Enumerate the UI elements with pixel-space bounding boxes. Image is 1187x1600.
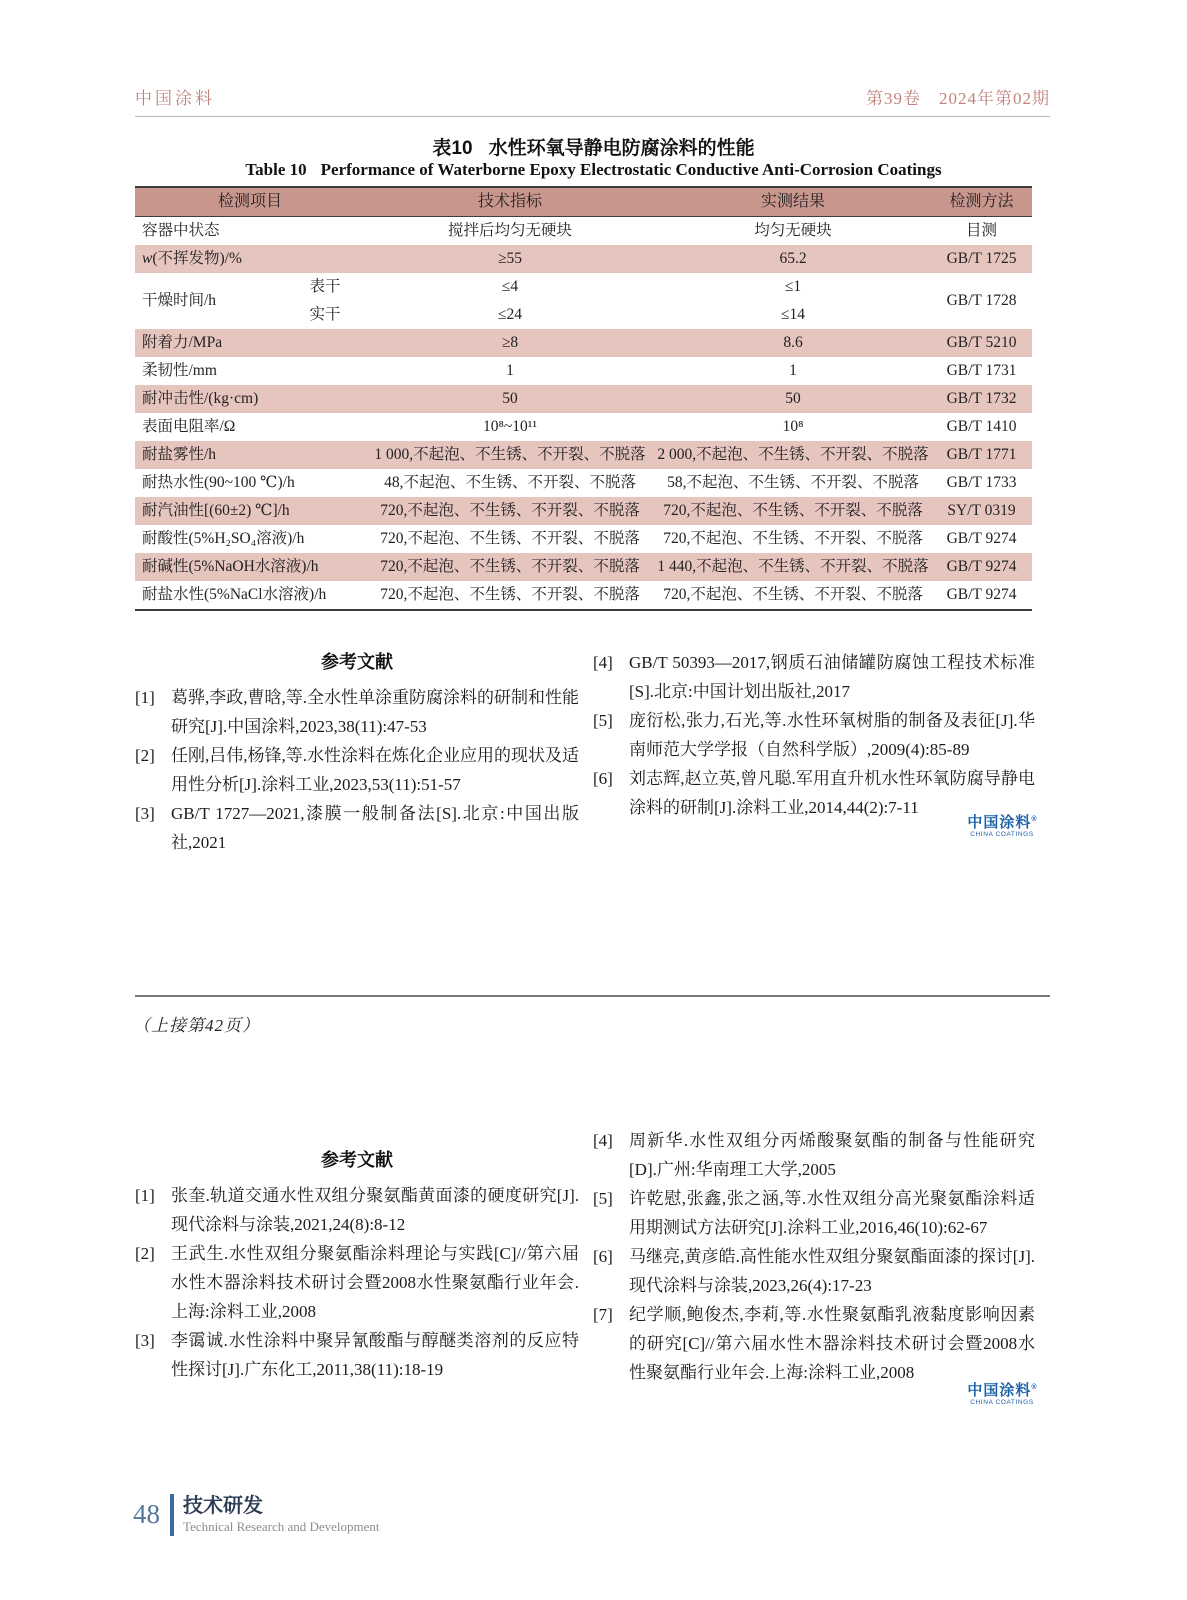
registered-mark-icon: ®	[1031, 1384, 1037, 1391]
cell-method: GB/T 1732	[931, 385, 1032, 413]
reference-column-right	[593, 1126, 1035, 1387]
reference-item	[593, 1242, 1035, 1300]
cell-method: 目测	[966, 222, 998, 239]
reference-text: 许乾慰,张鑫,张之涵,等.水性双组分高光聚氨酯涂料适用期测试方法研究[J].涂料工业,2016,46(10):62-67	[629, 1189, 1035, 1237]
table-header-row	[135, 187, 1032, 217]
cell-item: 容器中状态	[142, 222, 220, 239]
cell-method: GB/T 1731	[946, 362, 1017, 379]
table-row	[135, 217, 1032, 246]
logo-text-en: CHINA COATINGS	[970, 1399, 1034, 1406]
reference-item	[593, 1300, 1035, 1387]
reference-text: 王武生.水性双组分聚氨酯涂料理论与实践[C]//第六届水性木器涂料技术研讨会暨2008水性聚氨酯行业年会.上海:涂料工业,2008	[171, 1244, 579, 1321]
reference-number: [7]	[593, 1305, 613, 1324]
cell-spec: 50	[365, 385, 655, 413]
cell-method: GB/T 1733	[946, 474, 1017, 491]
cell-method: GB/T 5210	[931, 329, 1032, 357]
cell-item: 耐盐雾性/h	[135, 441, 365, 469]
table-title-en	[0, 160, 1187, 180]
table-row	[135, 581, 1032, 610]
cell-method: GB/T 1771	[931, 441, 1032, 469]
cell-item: 耐热水性(90~100 ℃)/h	[142, 474, 295, 491]
cell-item: 表面电阻率/Ω	[142, 418, 236, 435]
reference-text: 纪学顺,鲍俊杰,李莉,等.水性聚氨酯乳液黏度影响因素的研究[C]//第六届水性木器涂料技术研讨会暨2008水性聚氨酯行业年会.上海:涂料工业,2008	[629, 1305, 1035, 1382]
cell-result: ≤14	[781, 306, 806, 323]
cell-spec: 720,不起泡、不生锈、不开裂、不脱落	[380, 586, 640, 603]
cell-result: 720,不起泡、不生锈、不开裂、不脱落	[663, 530, 923, 547]
cell-item: 耐酸性(5%H₂SO₄溶液)/h	[142, 530, 305, 547]
table-row	[135, 553, 1032, 581]
reference-item	[135, 1239, 579, 1326]
reference-number: [4]	[593, 653, 613, 672]
col-header-result: 实测结果	[655, 187, 931, 217]
reference-text: 周新华.水性双组分丙烯酸聚氨酯的制备与性能研究[D].广州:华南理工大学,2005	[629, 1131, 1035, 1179]
reference-column-left	[135, 648, 579, 857]
reference-text: 葛骅,李政,曹晗,等.全水性单涂重防腐涂料的研制和性能研究[J].中国涂料,2023,38(11):47-53	[171, 688, 579, 736]
table-row	[135, 357, 1032, 385]
cell-spec: ≥8	[365, 329, 655, 357]
cell-spec: 720,不起泡、不生锈、不开裂、不脱落	[365, 553, 655, 581]
cell-spec: ≥55	[365, 245, 655, 273]
cell-item: 耐碱性(5%NaOH水溶液)/h	[135, 553, 365, 581]
reference-text: 任刚,吕伟,杨锋,等.水性涂料在炼化企业应用的现状及适用性分析[J].涂料工业,2023,53(11):51-57	[171, 746, 579, 794]
cell-method: GB/T 1410	[946, 418, 1017, 435]
table-row	[135, 245, 1032, 273]
reference-number: [5]	[593, 711, 613, 730]
reference-number: [2]	[135, 1244, 155, 1263]
table-row	[135, 385, 1032, 413]
reference-number: [1]	[135, 1186, 155, 1205]
logo-text-en: CHINA COATINGS	[970, 831, 1034, 838]
china-coatings-logo	[962, 1380, 1042, 1407]
page-number: 48	[133, 1499, 160, 1529]
reference-text: 马继亮,黄彦皓.高性能水性双组分聚氨酯面漆的探讨[J].现代涂料与涂装,2023,26(4):17-23	[629, 1247, 1035, 1295]
reference-text: 张奎.轨道交通水性双组分聚氨酯黄面漆的硬度研究[J].现代涂料与涂装,2021,24(8):8-12	[171, 1186, 579, 1234]
table-row	[135, 469, 1032, 497]
reference-number: [2]	[135, 746, 155, 765]
footer-divider-bar	[170, 1494, 174, 1536]
cell-sub-label: 实干	[309, 306, 341, 323]
logo-text-zh	[962, 1380, 1042, 1399]
cell-result: 1	[789, 362, 797, 379]
cell-item: 附着力/MPa	[135, 329, 365, 357]
table-row	[135, 273, 1032, 301]
reference-column-right	[593, 648, 1035, 822]
cell-spec: 10⁸~10¹¹	[482, 418, 538, 435]
reference-column-left	[135, 1126, 579, 1384]
table-number-en: Table 10	[245, 160, 307, 179]
table-row	[135, 441, 1032, 469]
reference-item	[593, 1126, 1035, 1184]
cell-result: 均匀无硬块	[754, 222, 832, 239]
reference-item	[135, 683, 579, 741]
reference-item	[135, 799, 579, 857]
cell-spec: 720,不起泡、不生锈、不开裂、不脱落	[380, 530, 640, 547]
table-row	[135, 525, 1032, 553]
cell-spec: 1	[506, 362, 514, 379]
reference-item	[135, 741, 579, 799]
cell-method: SY/T 0319	[931, 497, 1032, 525]
table-row	[135, 497, 1032, 525]
col-header-spec: 技术指标	[365, 187, 655, 217]
cell-item: 耐冲击性/(kg·cm)	[135, 385, 365, 413]
cell-result: 720,不起泡、不生锈、不开裂、不脱落	[663, 586, 923, 603]
reference-text: GB/T 1727—2021,漆膜一般制备法[S].北京:中国出版社,2021	[171, 804, 579, 852]
table-row	[135, 329, 1032, 357]
section-title-zh: 技术研发	[183, 1495, 263, 1517]
reference-number: [6]	[593, 769, 613, 788]
reference-text: 庞衍松,张力,石光,等.水性环氧树脂的制备及表征[J].华南师范大学学报（自然科学版）,2009(4):85-89	[629, 711, 1035, 759]
cell-method: GB/T 9274	[931, 553, 1032, 581]
issue-info: 第39卷 2024年第02期	[866, 89, 1050, 108]
reference-item	[593, 706, 1035, 764]
cell-method: GB/T 9274	[946, 530, 1017, 547]
reference-number: [4]	[593, 1131, 613, 1150]
reference-number: [5]	[593, 1189, 613, 1208]
cell-result: ≤1	[784, 278, 802, 295]
cell-item: 耐汽油性[(60±2) ℃]/h	[135, 497, 365, 525]
cell-spec: 搅拌后均匀无硬块	[448, 222, 573, 239]
cell-result: 1 440,不起泡、不生锈、不开裂、不脱落	[655, 553, 931, 581]
logo-text-zh	[962, 812, 1042, 831]
cell-item-text: (不挥发物)/%	[152, 250, 242, 267]
reference-item	[593, 648, 1035, 706]
logo-zh: 中国涂料	[967, 1382, 1032, 1399]
references-heading: 参考文献	[321, 652, 393, 672]
reference-number: [6]	[593, 1247, 613, 1266]
performance-table	[135, 186, 1032, 611]
table-row	[135, 413, 1032, 441]
reference-number: [3]	[135, 1331, 155, 1350]
cell-result: 8.6	[655, 329, 931, 357]
cell-item: 耐盐水性(5%NaCl水溶液)/h	[142, 586, 327, 603]
cell-result: 2 000,不起泡、不生锈、不开裂、不脱落	[655, 441, 931, 469]
table-caption-en: Performance of Waterborne Epoxy Electrostatic Conductive Anti-Corrosion Coatings	[320, 160, 942, 179]
cell-method: GB/T 9274	[946, 586, 1017, 603]
cell-result: 720,不起泡、不生锈、不开裂、不脱落	[655, 497, 931, 525]
cell-spec: 1 000,不起泡、不生锈、不开裂、不脱落	[365, 441, 655, 469]
cell-spec: 720,不起泡、不生锈、不开裂、不脱落	[365, 497, 655, 525]
reference-text: GB/T 50393—2017,钢质石油储罐防腐蚀工程技术标准[S].北京:中国计划出版社,2017	[629, 653, 1035, 701]
cell-spec: 48,不起泡、不生锈、不开裂、不脱落	[384, 474, 636, 491]
page-header	[135, 84, 1050, 117]
registered-mark-icon: ®	[1031, 816, 1037, 823]
col-header-item: 检测项目	[135, 187, 365, 217]
reference-text: 李霭诚.水性涂料中聚异氰酸酯与醇醚类溶剂的反应特性探讨[J].广东化工,2011,38(11):18-19	[171, 1331, 579, 1379]
cell-result: 58,不起泡、不生锈、不开裂、不脱落	[667, 474, 919, 491]
cell-method: GB/T 1728	[946, 292, 1017, 309]
cell-spec: ≤4	[501, 278, 519, 295]
cell-item: 柔韧性/mm	[142, 362, 217, 379]
table-number-zh: 表10	[432, 138, 473, 159]
table-caption-zh: 水性环氧导静电防腐涂料的性能	[488, 138, 755, 159]
china-coatings-logo	[962, 812, 1042, 839]
reference-item	[135, 1326, 579, 1384]
page-footer	[133, 1494, 380, 1536]
reference-item	[135, 1181, 579, 1239]
cell-item: 干燥时间/h	[142, 292, 217, 309]
col-header-method: 检测方法	[931, 187, 1032, 217]
continuation-note: （上接第42页）	[133, 1016, 260, 1035]
cell-result: 10⁸	[782, 418, 804, 435]
reference-number: [3]	[135, 804, 155, 823]
cell-sub-label: 表干	[309, 278, 341, 295]
cell-item	[135, 245, 365, 273]
reference-number: [1]	[135, 688, 155, 707]
italic-symbol: w	[142, 250, 153, 267]
cell-spec: ≤24	[498, 306, 523, 323]
table-title-zh	[0, 133, 1187, 160]
footer-section	[183, 1494, 380, 1536]
cell-result: 65.2	[655, 245, 931, 273]
cell-method: GB/T 1725	[931, 245, 1032, 273]
journal-name: 中国涂料	[135, 89, 215, 108]
cell-result: 50	[655, 385, 931, 413]
references-heading: 参考文献	[321, 1150, 393, 1170]
logo-zh: 中国涂料	[967, 814, 1032, 831]
reference-text: 刘志辉,赵立英,曾凡聪.军用直升机水性环氧防腐导静电涂料的研制[J].涂料工业,2014,44(2):7-11	[629, 769, 1035, 817]
section-title-en: Technical Research and Development	[183, 1519, 380, 1534]
reference-item	[593, 1184, 1035, 1242]
section-divider	[135, 995, 1050, 997]
